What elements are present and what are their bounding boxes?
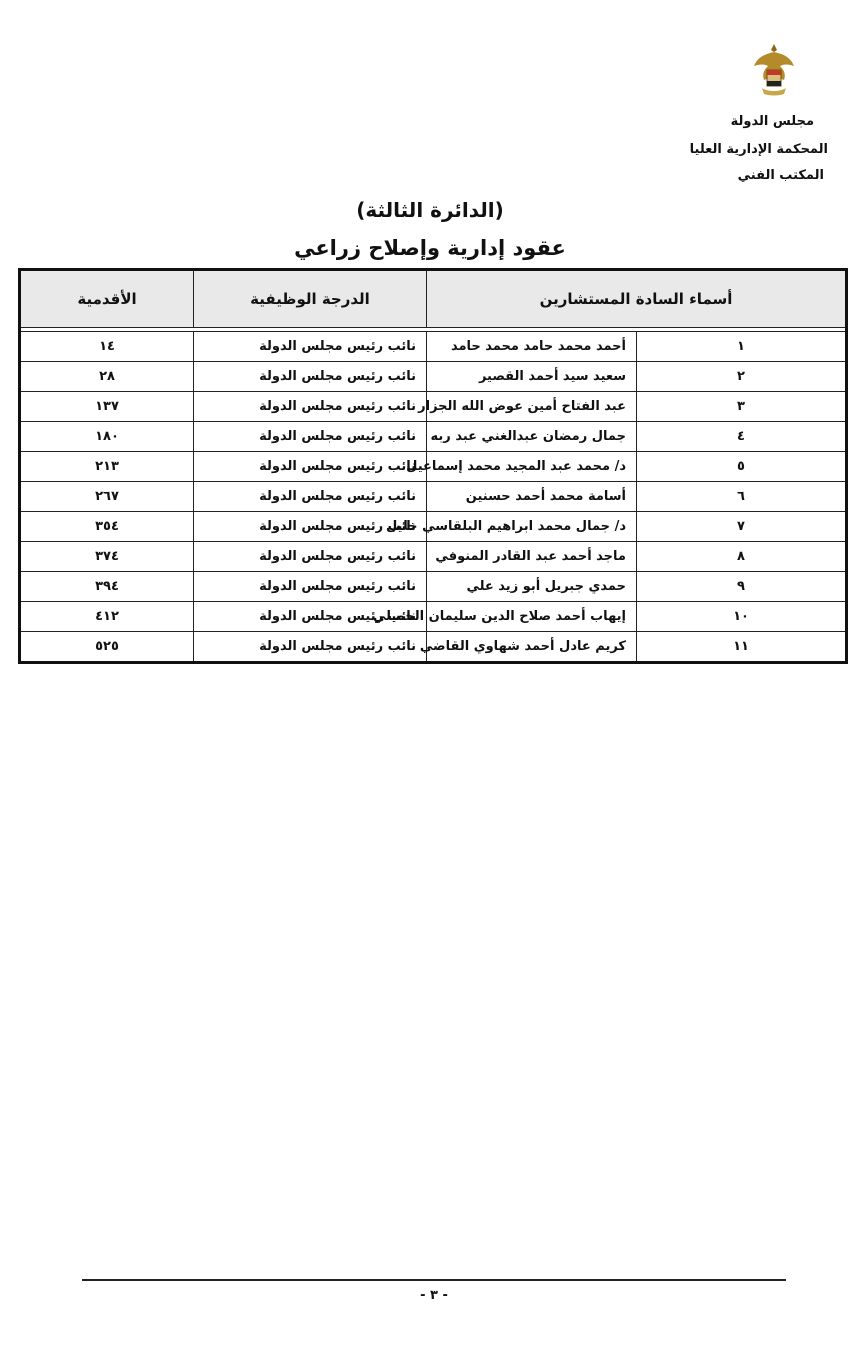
row-seniority: ١٣٧: [20, 392, 194, 422]
column-header-seniority: الأقدمية: [20, 270, 194, 328]
row-name: د/ جمال محمد ابراهيم البلقاسي خليل: [427, 512, 637, 542]
row-number: ٨: [637, 542, 847, 572]
table-body: [20, 332, 847, 663]
row-seniority: ٢١٣: [20, 452, 194, 482]
table-row: [20, 602, 847, 632]
table-row: [20, 512, 847, 542]
row-name: حمدي جبريل أبو زيد علي: [427, 572, 637, 602]
counselors-table: [18, 268, 848, 664]
header-court-name: المحكمة الإدارية العليا: [689, 142, 828, 157]
table-row: [20, 392, 847, 422]
header-office-name: المكتب الفني: [737, 168, 824, 183]
table-row: [20, 332, 847, 362]
row-grade: نائب رئيس مجلس الدولة: [194, 482, 427, 512]
row-seniority: ١٤: [20, 332, 194, 362]
row-name: ماجد أحمد عبد القادر المنوفي: [427, 542, 637, 572]
counselors-table-wrapper: [18, 268, 848, 664]
table-row: [20, 362, 847, 392]
table-row: [20, 422, 847, 452]
footer-divider: [82, 1279, 786, 1281]
row-seniority: ٣٥٤: [20, 512, 194, 542]
row-name: د/ محمد عبد المجيد محمد إسماعيل: [427, 452, 637, 482]
row-number: ١: [637, 332, 847, 362]
table-row: [20, 452, 847, 482]
circuit-subtitle: عقود إدارية وإصلاح زراعي: [294, 236, 566, 260]
row-seniority: ٥٢٥: [20, 632, 194, 663]
row-seniority: ٢٦٧: [20, 482, 194, 512]
table-row: [20, 482, 847, 512]
row-number: ٧: [637, 512, 847, 542]
row-seniority: ٣٩٤: [20, 572, 194, 602]
column-header-names: أسماء السادة المستشارين: [427, 270, 847, 328]
row-grade: نائب رئيس مجلس الدولة: [194, 422, 427, 452]
row-grade: نائب رئيس مجلس الدولة: [194, 362, 427, 392]
row-grade: نائب رئيس مجلس الدولة: [194, 512, 427, 542]
row-grade: نائب رئيس مجلس الدولة: [194, 452, 427, 482]
row-name: أحمد محمد حامد محمد حامد: [427, 332, 637, 362]
row-name: إيهاب أحمد صلاح الدين سليمان الحميلي: [427, 602, 637, 632]
row-number: ٩: [637, 572, 847, 602]
row-number: ٤: [637, 422, 847, 452]
table-row: [20, 632, 847, 663]
column-header-grade: الدرجة الوظيفية: [194, 270, 427, 328]
row-number: ٥: [637, 452, 847, 482]
row-name: سعيد سيد أحمد القصير: [427, 362, 637, 392]
row-grade: نائب رئيس مجلس الدولة: [194, 632, 427, 663]
table-row: [20, 572, 847, 602]
row-number: ١٠: [637, 602, 847, 632]
row-name: كريم عادل أحمد شهاوي القاضي: [427, 632, 637, 663]
row-name: جمال رمضان عبدالغني عبد ربه: [427, 422, 637, 452]
circuit-title: (الدائرة الثالثة): [356, 198, 504, 222]
row-seniority: ١٨٠: [20, 422, 194, 452]
row-grade: نائب رئيس مجلس الدولة: [194, 572, 427, 602]
page-number: - ٣ -: [420, 1288, 448, 1303]
row-number: ٣: [637, 392, 847, 422]
row-number: ٢: [637, 362, 847, 392]
table-header-row: [20, 270, 847, 328]
row-name: عبد الفتاح أمين عوض الله الجزار: [427, 392, 637, 422]
row-grade: نائب رئيس مجلس الدولة: [194, 392, 427, 422]
row-grade: نائب رئيس مجلس الدولة: [194, 332, 427, 362]
row-number: ١١: [637, 632, 847, 663]
row-seniority: ٤١٢: [20, 602, 194, 632]
row-grade: نائب رئيس مجلس الدولة: [194, 542, 427, 572]
row-grade: نائب رئيس مجلس الدولة: [194, 602, 427, 632]
header-council-name: مجلس الدولة: [730, 114, 814, 129]
row-seniority: ٢٨: [20, 362, 194, 392]
row-seniority: ٣٧٤: [20, 542, 194, 572]
row-name: أسامة محمد أحمد حسنين: [427, 482, 637, 512]
eagle-emblem-icon: [752, 40, 796, 100]
table-row: [20, 542, 847, 572]
row-number: ٦: [637, 482, 847, 512]
